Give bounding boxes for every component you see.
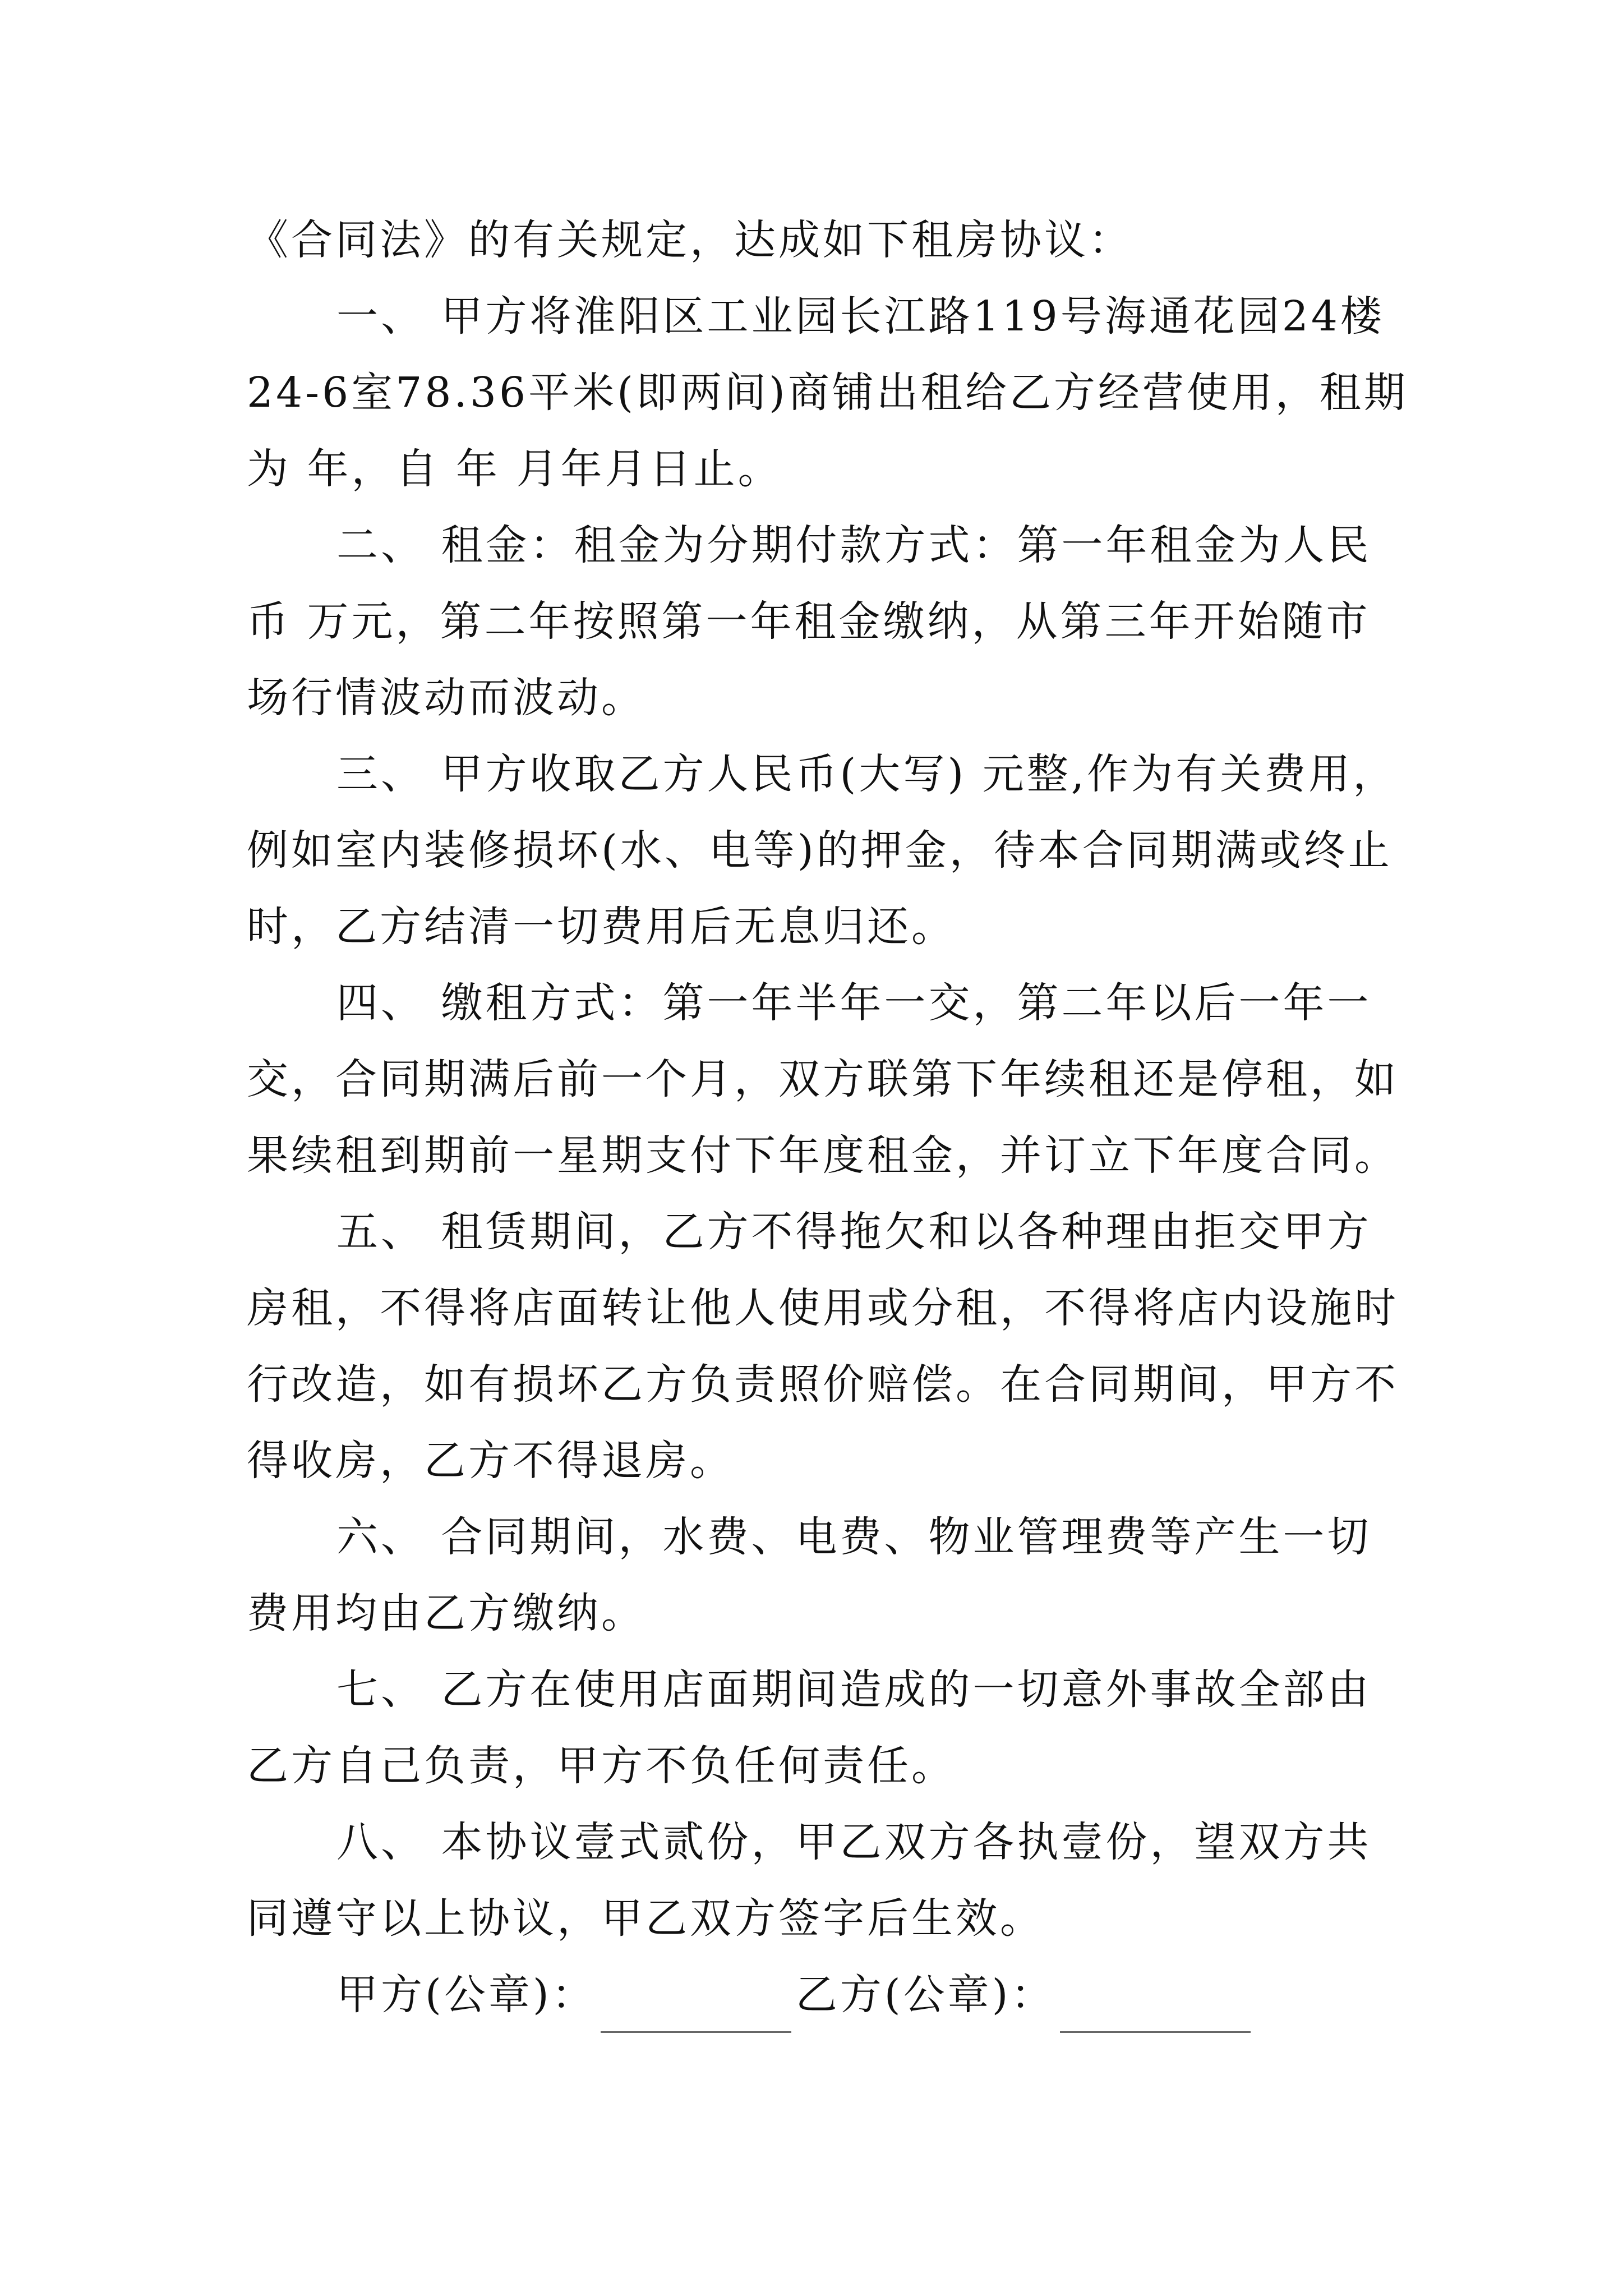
document-body [247,202,1408,2033]
clause-1 [247,278,1408,507]
clause-1-line-2: 24-6室78.36平米(即两间)商铺出租给乙方经营使用，租期 [247,369,1408,417]
clause-2-line-1: 二、 租金：租金为分期付款方式：第一年租金为人民 [336,521,1372,569]
clause-3-line-3: 时，乙方结清一切费用后无息归还。 [247,903,956,951]
clause-5-line-2: 房租，不得将店面转让他人使用或分租，不得将店内设施时 [247,1284,1399,1332]
party-b-signature-line[interactable] [1060,1986,1251,2033]
clause-6-line-2: 费用均由乙方缴纳。 [247,1589,645,1637]
signature-row [247,1957,1385,2033]
clause-1-line-3: 为 年，自 年 月年月日止。 [247,445,782,493]
clause-3 [247,736,1398,965]
clause-8 [247,1804,1385,1957]
clause-8-line-2: 同遵守以上协议，甲乙双方签字后生效。 [247,1894,1044,1943]
clause-4-line-3: 果续租到期前一星期支付下年度租金，并订立下年度合同。 [247,1131,1399,1180]
clause-4-line-1: 四、 缴租方式：第一年半年一交，第二年以后一年一 [336,979,1372,1027]
intro-line: 《合同法》的有关规定，达成如下租房协议： [247,216,1133,264]
clause-2-line-3: 场行情波动而波动。 [247,674,645,722]
clause-3-line-1: 三、 甲方收取乙方人民币(大写) 元整,作为有关费用， [336,750,1398,798]
party-b-label: 乙方(公章)： [795,1971,1055,2019]
clause-7-line-1: 七、 乙方在使用店面期间造成的一切意外事故全部由 [336,1665,1372,1714]
clause-8-line-1: 八、 本协议壹式贰份，甲乙双方各执壹份，望双方共 [336,1818,1372,1866]
clause-7-line-2: 乙方自己负责，甲方不负任何责任。 [247,1742,956,1790]
clause-5 [247,1194,1399,1499]
clause-5-line-3: 行改造，如有损坏乙方负责照价赔偿。在合同期间，甲方不 [247,1360,1399,1409]
clause-6 [247,1499,1385,1651]
clause-3-line-2: 例如室内装修损坏(水、电等)的押金，待本合同期满或终止 [247,826,1393,875]
clause-4 [247,965,1399,1194]
party-a-label: 甲方(公章)： [336,1971,596,2019]
clause-2 [247,507,1385,736]
clause-1-line-1: 一、 甲方将淮阳区工业园长江路119号海通花园24楼 [336,292,1385,341]
clause-4-line-2: 交，合同期满后前一个月，双方联第下年续租还是停租，如 [247,1055,1399,1103]
clause-6-line-1: 六、 合同期间，水费、电费、物业管理费等产生一切 [336,1513,1372,1561]
clause-5-line-1: 五、 租赁期间，乙方不得拖欠和以各种理由拒交甲方 [336,1208,1372,1256]
clause-7 [247,1651,1385,1804]
clause-2-line-2: 币 万元，第二年按照第一年租金缴纳，从第三年开始随市 [247,597,1371,646]
party-a-signature-line[interactable] [601,1986,791,2033]
clause-5-line-4: 得收房，乙方不得退房。 [247,1437,734,1485]
